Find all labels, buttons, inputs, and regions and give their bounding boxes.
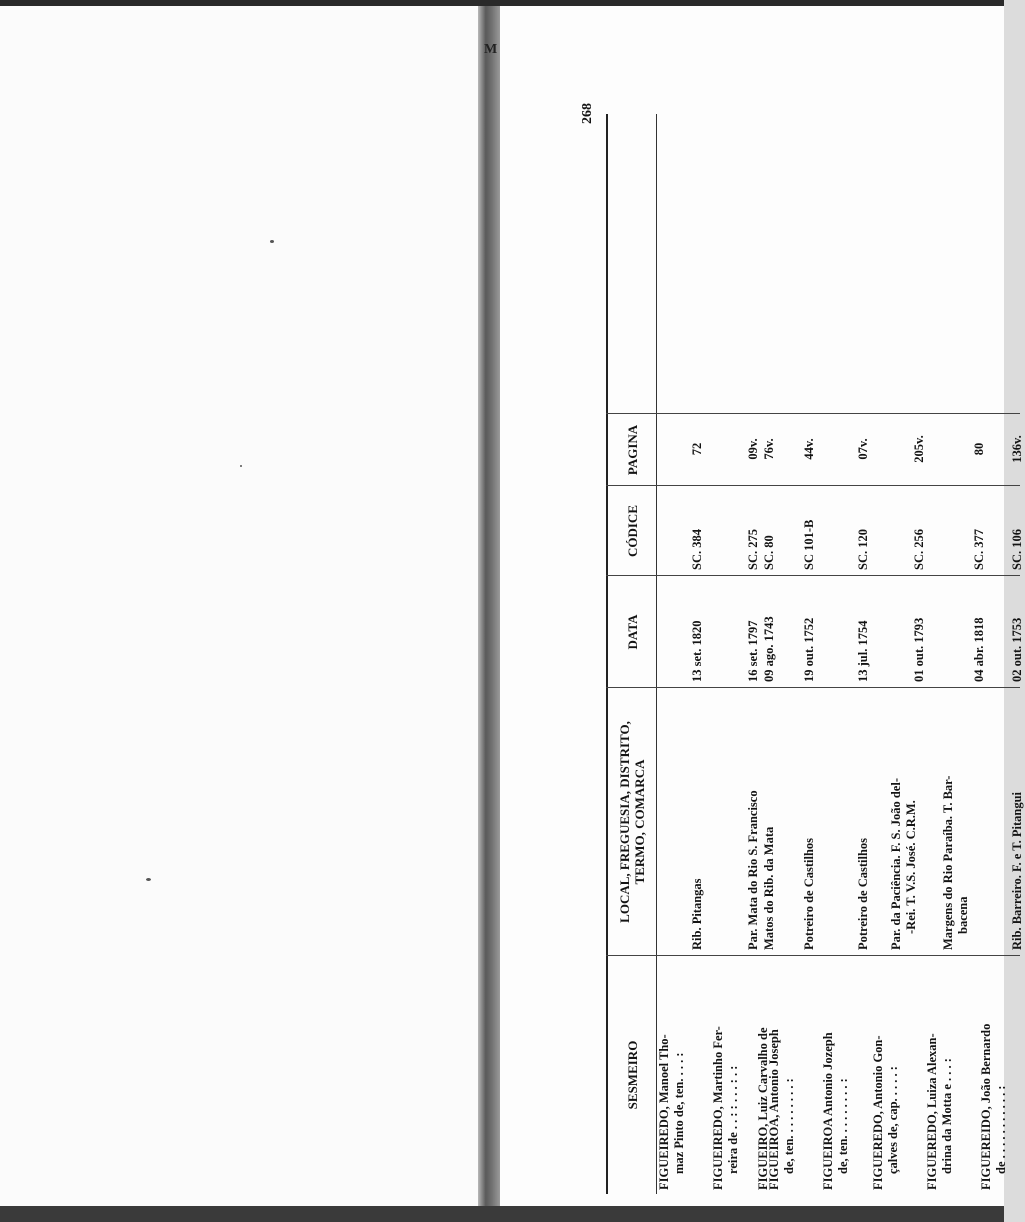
column-separator	[606, 575, 1020, 576]
date-cell-line: 04 abr. 1818	[972, 617, 986, 682]
codex-cell-line: SC. 275	[746, 529, 760, 570]
sesmeiro-cell-line: FIGUEIRO, Luiz Carvalho de	[756, 1027, 770, 1190]
local-cell	[1010, 692, 1025, 950]
sesmeiro-cell-line: FIGUEIROA, Antonio Joseph	[767, 1029, 781, 1190]
page-ref-cell-line: 80	[972, 442, 986, 456]
date-cell-line: 16 set. 1797	[746, 620, 760, 682]
page-ref-cell-line: 76v.	[762, 438, 776, 460]
codex-cell-line: SC. 106	[1010, 529, 1024, 570]
local-cell-line: bacena	[956, 896, 970, 934]
page-ref-cell	[856, 416, 871, 482]
date-cell	[690, 578, 705, 682]
sesmeiro-cell-line: de . . . . . . . . . . . :	[994, 1085, 1008, 1174]
local-cell-line: Matos do Rib. da Mata	[762, 826, 776, 950]
local-cell-line: Par. da Paciência. F. S. João del-	[889, 778, 903, 950]
codex-cell	[690, 488, 705, 570]
header-codice: CÓDICE	[624, 505, 640, 558]
date-cell-line: 19 out. 1752	[802, 617, 816, 682]
scan-border-bottom	[0, 1206, 1004, 1222]
date-cell-line: 09 ago. 1743	[762, 616, 776, 682]
sesmeiro-cell-line: reira de . . : : . . . : . :	[726, 1065, 740, 1174]
page-ref-cell	[690, 416, 705, 482]
sesmeiro-cell	[979, 962, 1009, 1190]
local-cell-line: -Rei. T. V.S. José. C.R.M.	[904, 800, 918, 934]
page-ref-cell-line: 136v.	[1010, 435, 1024, 463]
codex-cell-line: SC 101-B	[802, 519, 816, 570]
page-ref-cell	[802, 416, 817, 482]
sesmeiro-cell-line: maz Pinto de, ten. . . . :	[672, 1052, 686, 1174]
header-local-line1: LOCAL, FREGUESIA, DISTRITO,	[617, 721, 632, 923]
page-ref-cell	[746, 416, 761, 482]
page-ref-cell	[1010, 416, 1025, 482]
date-cell	[762, 578, 777, 682]
codex-cell-line: SC. 80	[762, 535, 776, 570]
sesmeiro-cell-line: de, ten. . . . . . . . . :	[836, 1078, 850, 1174]
blank-left-page	[0, 6, 478, 1206]
sesmeiro-cell-line: FIGUEIREDO, Martinho Fer-	[711, 1026, 725, 1190]
codex-cell	[856, 488, 871, 570]
column-separator	[606, 485, 1020, 486]
paper-speck	[146, 878, 151, 881]
header-local-line2: TERMO, COMARCA	[632, 759, 647, 885]
column-separator	[606, 413, 1020, 414]
sesmeiro-cell	[871, 962, 901, 1190]
header-local	[608, 688, 656, 956]
page-ref-cell	[762, 416, 777, 482]
local-cell	[941, 692, 971, 950]
sesmeiro-cell-line: drina da Motta e . . . :	[940, 1058, 954, 1174]
codex-cell	[802, 488, 817, 570]
paper-speck	[270, 240, 274, 243]
codex-cell-line: SC. 377	[972, 529, 986, 570]
sesmeiro-cell	[711, 962, 741, 1190]
date-cell-line: 13 jul. 1754	[856, 620, 870, 682]
codex-cell	[972, 488, 987, 570]
local-cell-line: Par. Mata do Rio S. Francisco	[746, 790, 760, 950]
sesmeiro-cell	[657, 962, 687, 1190]
codex-cell	[762, 488, 777, 570]
date-cell	[1010, 578, 1025, 682]
paper-speck	[240, 465, 242, 467]
local-cell	[889, 692, 919, 950]
header-data: DATA	[624, 614, 640, 650]
page-ref-cell-line: 07v.	[856, 438, 870, 460]
date-cell-line: 02 out. 1753	[1010, 617, 1024, 682]
codex-cell	[912, 488, 927, 570]
local-cell-line: Margens do Rio Paraíba. T. Bar-	[941, 775, 955, 950]
date-cell	[746, 578, 761, 682]
codex-cell-line: SC. 384	[690, 529, 704, 570]
column-separator	[606, 687, 1020, 688]
date-cell	[856, 578, 871, 682]
local-cell-line: Rib. Barreiro. F. e T. Pitangui	[1010, 792, 1024, 950]
page-number: 268	[580, 103, 595, 124]
header-sesmeiro: SESMEIRO	[624, 1040, 640, 1110]
local-cell-line: Rib. Pitangas	[690, 878, 704, 950]
page-ref-cell-line: 72	[690, 442, 704, 456]
column-separator	[606, 955, 1020, 956]
local-cell	[856, 692, 871, 950]
sesmeiro-cell	[767, 962, 797, 1190]
sesmeiro-cell	[821, 962, 851, 1190]
codex-cell-line: SC. 120	[856, 529, 870, 570]
date-cell-line: 13 set. 1820	[690, 620, 704, 682]
sesmeiro-cell-line: FIGUEREDO, Antonio Gon-	[871, 1035, 885, 1190]
local-cell	[762, 692, 777, 950]
local-cell	[690, 692, 705, 950]
page-ref-cell	[912, 416, 927, 482]
codex-cell-line: SC. 256	[912, 529, 926, 570]
sesmeiro-cell	[925, 962, 955, 1190]
local-cell	[746, 692, 761, 950]
page-ref-cell-line: 09v.	[746, 438, 760, 460]
page-ref-cell-line: 44v.	[802, 438, 816, 460]
page-ref-cell	[972, 416, 987, 482]
sesmeiro-cell-line: de, ten. . . . . . . . . :	[782, 1078, 796, 1174]
date-cell	[972, 578, 987, 682]
sesmarias-table	[606, 114, 1024, 1194]
book-gutter	[478, 6, 500, 1206]
local-cell-line: Potreiro de Castilhos	[856, 837, 870, 950]
sesmeiro-cell-line: FIGUEREIDO, João Bernardo	[979, 1023, 993, 1190]
sesmeiro-cell-line: FIGUEREDO, Luiza Alexan-	[925, 1033, 939, 1190]
sesmeiro-cell-line: FIGUEIREDO, Manoel Tho-	[657, 1034, 671, 1190]
codex-cell	[746, 488, 761, 570]
gutter-mark: M	[484, 42, 498, 57]
date-cell	[802, 578, 817, 682]
sesmeiro-cell-line: çalves de, cap. . . . . :	[886, 1066, 900, 1174]
local-cell-line: Potreiro de Castilhos	[802, 837, 816, 950]
header-pagina: PAGINA	[624, 424, 640, 476]
page-ref-cell-line: 205v.	[912, 435, 926, 463]
codex-cell	[1010, 488, 1025, 570]
rotated-document-content	[562, 103, 1024, 1194]
local-cell	[802, 692, 817, 950]
date-cell-line: 01 out. 1793	[912, 617, 926, 682]
sesmeiro-cell-line: FIGUEIROA Antonio Jozeph	[821, 1032, 835, 1190]
date-cell	[912, 578, 927, 682]
